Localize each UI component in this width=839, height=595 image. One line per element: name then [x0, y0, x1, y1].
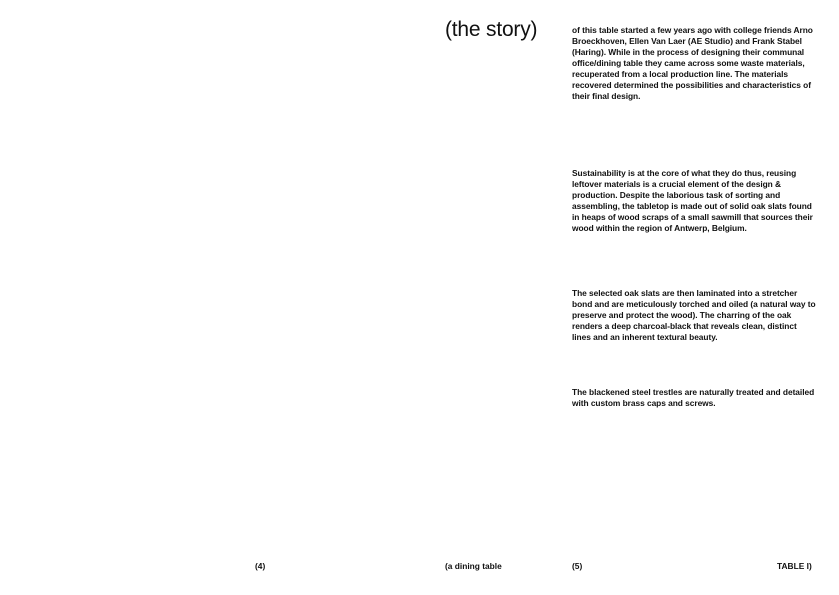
section-heading: (the story)	[445, 18, 538, 41]
story-paragraph-2: Sustainability is at the core of what they do thus, reusing leftover materials is a crucial element of the design & production. Despite the laborious task of sorting and assembling, the tabletop is made out of solid oak slats found in heaps of wood scraps of a small sawmill that sources their wood within the region of Antwerp, Belgium.	[572, 168, 813, 233]
left-running-title: (a dining table	[445, 561, 502, 571]
story-paragraph-3: The selected oak slats are then laminated into a stretcher bond and are meticulously torched and oiled (a natural way to preserve and protect the wood). The charring of the oak renders a deep charcoal-black that reveals clean, distinct lines and an inherent textural beauty.	[572, 288, 816, 342]
left-page-number: (4)	[255, 561, 266, 571]
story-paragraph-1: of this table started a few years ago with college friends Arno Broeckhoven, Ellen Van Laer (AE Studio) and Frank Stabel (Haring). While in the process of designing their communal office/dining table they came across some waste materials, recuperated from a local production line. The materials recovered determined the possibilities and characteristics of their final design.	[572, 25, 813, 101]
right-page-number: (5)	[572, 561, 583, 571]
right-running-title: TABLE I)	[777, 561, 812, 571]
story-paragraph-4: The blackened steel trestles are naturally treated and detailed with custom brass caps and screws.	[572, 387, 815, 408]
